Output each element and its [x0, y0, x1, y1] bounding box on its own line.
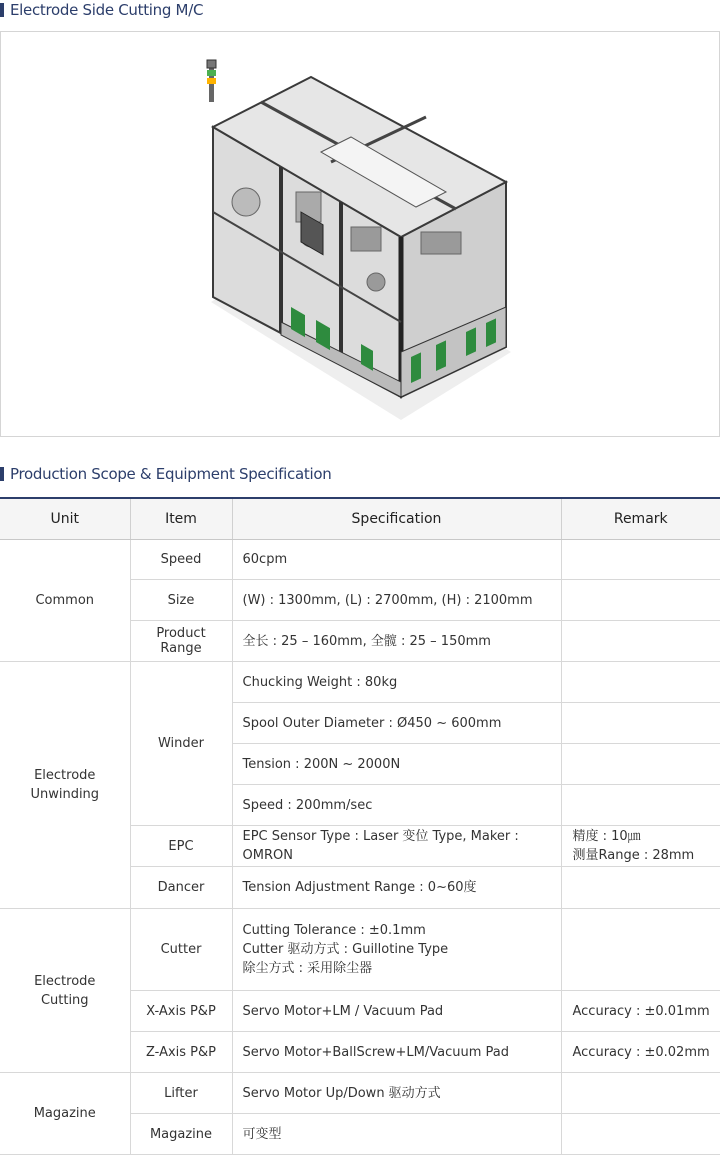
section-title-machine — [0, 0, 720, 22]
table-row — [0, 540, 720, 580]
spec-cell: 全长 : 25 – 160mm, 全髋 : 25 – 150mm — [232, 621, 561, 662]
unit-label-line: Electrode — [34, 973, 96, 989]
title-bar-marker — [0, 467, 4, 481]
spec-cell: Servo Motor Up/Down 驱动方式 — [232, 1073, 561, 1114]
remark-cell: Accuracy : ±0.02mm — [561, 1032, 720, 1073]
remark-cell — [561, 662, 720, 703]
section-title-text: Electrode Side Cutting M/C — [10, 1, 204, 19]
specification-table — [0, 497, 720, 1155]
spec-cell: Chucking Weight : 80kg — [232, 662, 561, 703]
table-row — [0, 909, 720, 991]
spec-cell: Servo Motor+LM / Vacuum Pad — [232, 991, 561, 1032]
spec-cell: Tension Adjustment Range : 0~60度 — [232, 867, 561, 909]
remark-cell — [561, 744, 720, 785]
item-cell: Dancer — [130, 867, 232, 909]
unit-cell: Common — [0, 540, 130, 662]
spec-line: 除尘方式 : 采用除尘器 — [242, 961, 373, 976]
section-title-spec — [0, 464, 720, 486]
item-cell: Size — [130, 580, 232, 621]
header-item: Item — [130, 498, 232, 540]
remark-cell — [561, 1114, 720, 1155]
spec-cell: 可变型 — [232, 1114, 561, 1155]
item-cell — [130, 621, 232, 662]
spec-line: Cutting Tolerance : ±0.1mm — [242, 923, 426, 938]
spec-cell — [232, 909, 561, 991]
unit-label-line: Unwinding — [30, 787, 100, 802]
item-cell: Lifter — [130, 1073, 232, 1114]
unit-label-line: Electrode — [34, 768, 96, 783]
remark-cell — [561, 1073, 720, 1114]
item-cell: X-Axis P&P — [130, 991, 232, 1032]
remark-cell — [561, 703, 720, 744]
unit-cell: Magazine — [0, 1073, 130, 1155]
header-remark: Remark — [561, 498, 720, 540]
spec-cell: 60cpm — [232, 540, 561, 580]
header-unit: Unit — [0, 498, 130, 540]
remark-cell — [561, 580, 720, 621]
spec-cell: (W) : 1300mm, (L) : 2700mm, (H) : 2100mm — [232, 580, 561, 621]
spec-cell: Spool Outer Diameter : Ø450 ~ 600mm — [232, 703, 561, 744]
table-row — [0, 1073, 720, 1114]
spec-cell: EPC Sensor Type : Laser 变位 Type, Maker : OMRON — [232, 826, 561, 867]
remark-cell — [561, 785, 720, 826]
unit-cell — [0, 662, 130, 909]
item-label-line: Product — [156, 626, 206, 641]
title-bar-marker — [0, 3, 4, 17]
item-cell: Cutter — [130, 909, 232, 991]
remark-line: 测量Range : 28mm — [572, 848, 695, 863]
machine-illustration — [201, 52, 521, 432]
spec-line: Cutter 驱动方式 : Guillotine Type — [242, 942, 449, 957]
table-row — [0, 662, 720, 703]
remark-cell — [561, 826, 720, 867]
item-label-line: Range — [160, 641, 202, 656]
unit-cell — [0, 909, 130, 1073]
section-title-text: Production Scope & Equipment Specification — [10, 465, 332, 483]
item-cell: Speed — [130, 540, 232, 580]
item-cell: Winder — [130, 662, 232, 826]
table-header-row — [0, 498, 720, 540]
item-cell: Magazine — [130, 1114, 232, 1155]
machine-image-frame — [0, 31, 720, 437]
remark-cell — [561, 621, 720, 662]
unit-label-line: Cutting — [40, 992, 89, 1008]
remark-cell — [561, 867, 720, 909]
spec-cell: Servo Motor+BallScrew+LM/Vacuum Pad — [232, 1032, 561, 1073]
header-spec: Specification — [232, 498, 561, 540]
item-cell: EPC — [130, 826, 232, 867]
spec-cell: Tension : 200N ~ 2000N — [232, 744, 561, 785]
remark-cell — [561, 909, 720, 991]
remark-cell: Accuracy : ±0.01mm — [561, 991, 720, 1032]
remark-cell — [561, 540, 720, 580]
item-cell: Z-Axis P&P — [130, 1032, 232, 1073]
spec-cell: Speed : 200mm/sec — [232, 785, 561, 826]
remark-line: 精度 : 10㎛ — [572, 829, 641, 844]
